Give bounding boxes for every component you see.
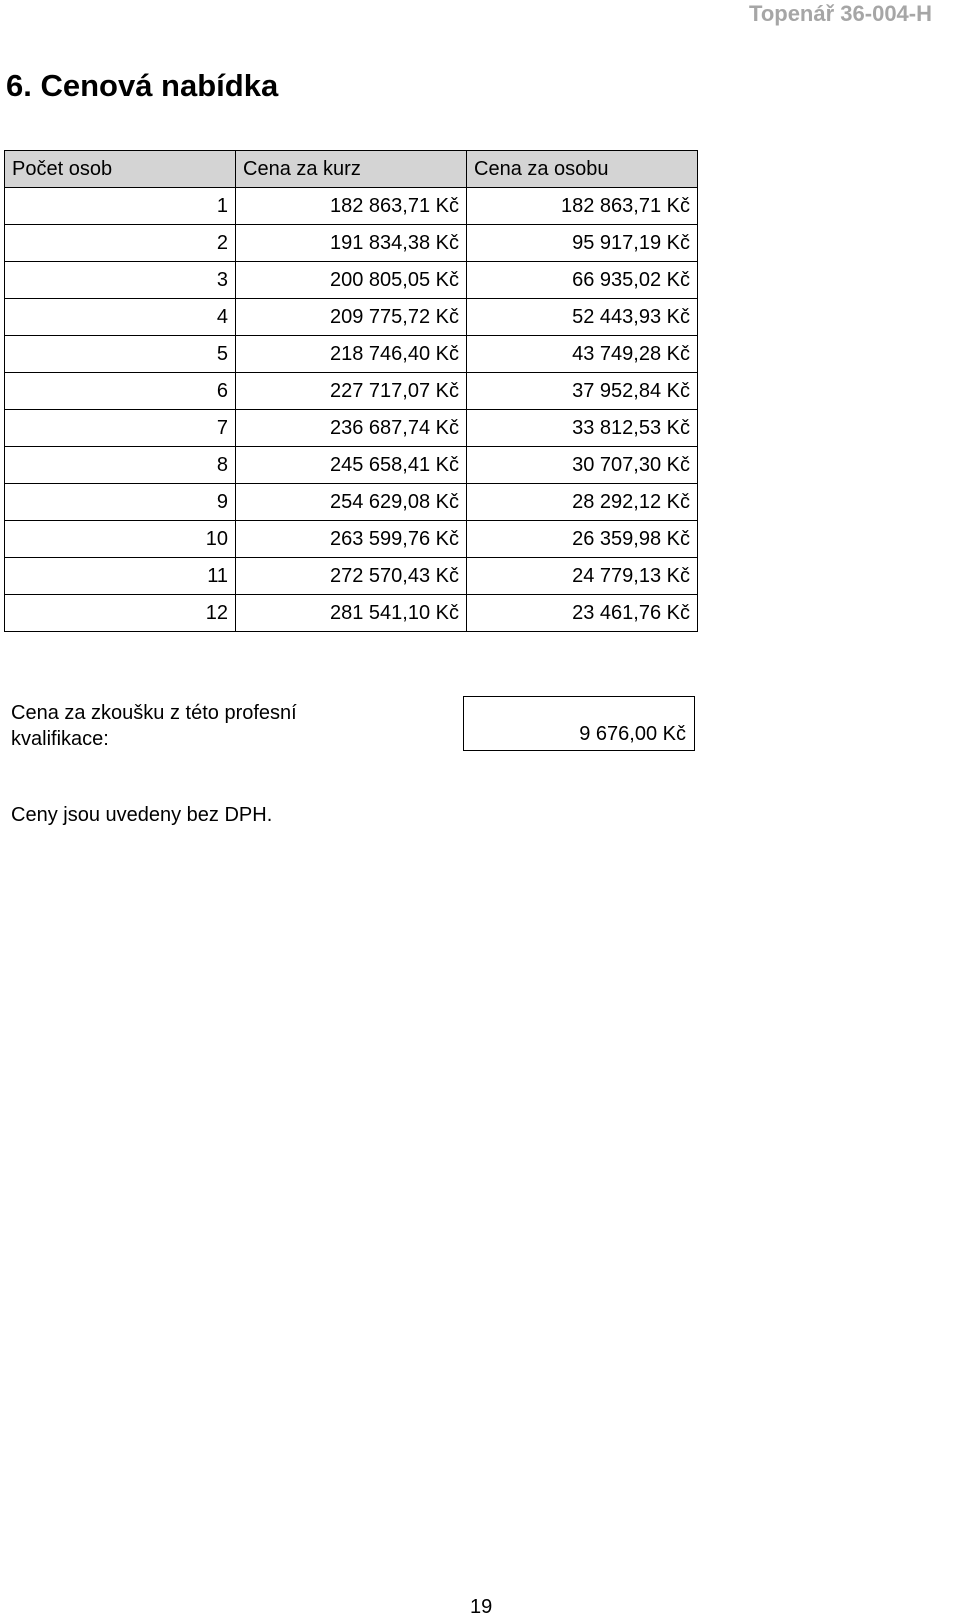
cell-course-price: 263 599,76 Kč xyxy=(236,521,467,558)
cell-persons: 7 xyxy=(5,410,236,447)
cell-price-per-person: 52 443,93 Kč xyxy=(467,299,698,336)
cell-price-per-person: 23 461,76 Kč xyxy=(467,595,698,632)
table-row xyxy=(5,447,698,484)
price-table xyxy=(4,150,698,632)
cell-persons: 2 xyxy=(5,225,236,262)
cell-course-price: 191 834,38 Kč xyxy=(236,225,467,262)
cell-persons: 3 xyxy=(5,262,236,299)
table-row xyxy=(5,558,698,595)
cell-persons: 10 xyxy=(5,521,236,558)
cell-price-per-person: 28 292,12 Kč xyxy=(467,484,698,521)
cell-course-price: 236 687,74 Kč xyxy=(236,410,467,447)
column-header-persons: Počet osob xyxy=(5,151,236,188)
cell-price-per-person: 95 917,19 Kč xyxy=(467,225,698,262)
cell-course-price: 245 658,41 Kč xyxy=(236,447,467,484)
cell-course-price: 272 570,43 Kč xyxy=(236,558,467,595)
cell-persons: 6 xyxy=(5,373,236,410)
cell-price-per-person: 66 935,02 Kč xyxy=(467,262,698,299)
cell-price-per-person: 30 707,30 Kč xyxy=(467,447,698,484)
cell-course-price: 227 717,07 Kč xyxy=(236,373,467,410)
cell-course-price: 281 541,10 Kč xyxy=(236,595,467,632)
cell-course-price: 254 629,08 Kč xyxy=(236,484,467,521)
cell-price-per-person: 24 779,13 Kč xyxy=(467,558,698,595)
cell-course-price: 218 746,40 Kč xyxy=(236,336,467,373)
table-row xyxy=(5,299,698,336)
table-row xyxy=(5,262,698,299)
table-row xyxy=(5,484,698,521)
exam-price-value: 9 676,00 Kč xyxy=(463,696,695,751)
cell-course-price: 182 863,71 Kč xyxy=(236,188,467,225)
table-row xyxy=(5,188,698,225)
table-row xyxy=(5,225,698,262)
document-code: Topenář 36-004-H xyxy=(749,1,932,26)
cell-persons: 11 xyxy=(5,558,236,595)
cell-price-per-person: 182 863,71 Kč xyxy=(467,188,698,225)
cell-course-price: 209 775,72 Kč xyxy=(236,299,467,336)
cell-price-per-person: 26 359,98 Kč xyxy=(467,521,698,558)
cell-persons: 4 xyxy=(5,299,236,336)
column-header-price-per-person: Cena za osobu xyxy=(467,151,698,188)
exam-price-label-line1: Cena za zkoušku z této profesní xyxy=(11,702,297,724)
table-header-row xyxy=(5,151,698,188)
cell-course-price: 200 805,05 Kč xyxy=(236,262,467,299)
cell-persons: 9 xyxy=(5,484,236,521)
cell-price-per-person: 33 812,53 Kč xyxy=(467,410,698,447)
section-title: 6. Cenová nabídka xyxy=(6,68,279,103)
cell-persons: 8 xyxy=(5,447,236,484)
table-row xyxy=(5,373,698,410)
cell-persons: 12 xyxy=(5,595,236,632)
table-row xyxy=(5,410,698,447)
cell-persons: 1 xyxy=(5,188,236,225)
cell-price-per-person: 37 952,84 Kč xyxy=(467,373,698,410)
page-number: 19 xyxy=(470,1596,493,1618)
column-header-course-price: Cena za kurz xyxy=(236,151,467,188)
exam-price-label-line2: kvalifikace: xyxy=(11,728,109,750)
table-row xyxy=(5,595,698,632)
exam-price-label xyxy=(11,700,297,752)
cell-price-per-person: 43 749,28 Kč xyxy=(467,336,698,373)
table-row xyxy=(5,336,698,373)
table-row xyxy=(5,521,698,558)
table-body xyxy=(5,188,698,632)
vat-note: Ceny jsou uvedeny bez DPH. xyxy=(11,804,273,826)
cell-persons: 5 xyxy=(5,336,236,373)
